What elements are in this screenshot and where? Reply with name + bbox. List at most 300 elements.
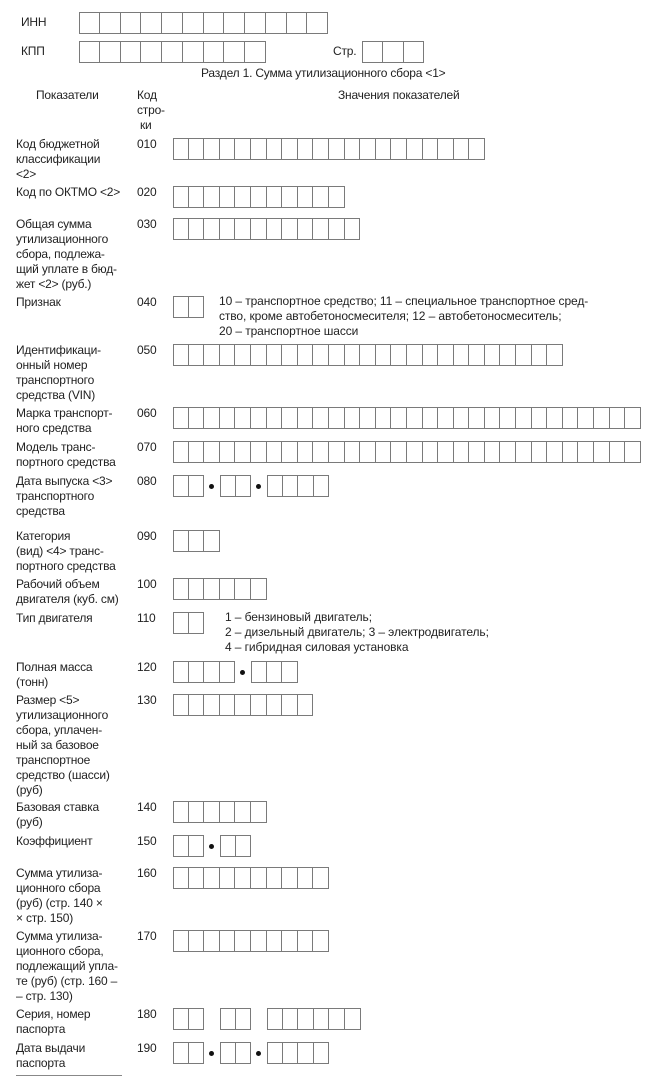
input-cell[interactable] xyxy=(391,138,407,160)
input-cell[interactable] xyxy=(235,578,251,600)
input-cell[interactable] xyxy=(251,930,267,952)
vehicle-category-input[interactable] xyxy=(173,530,220,552)
input-cell[interactable] xyxy=(329,218,345,240)
input-cell[interactable] xyxy=(189,1008,205,1030)
input-cell[interactable] xyxy=(313,218,329,240)
input-cell[interactable] xyxy=(267,218,283,240)
input-cell[interactable] xyxy=(235,930,251,952)
kpp-input[interactable] xyxy=(79,41,266,63)
input-cell[interactable] xyxy=(345,344,361,366)
row-080-code: 080 xyxy=(137,474,157,488)
row-010-label: Код бюджетной классификации <2> xyxy=(16,137,101,181)
input-cell[interactable] xyxy=(532,407,548,429)
base-rate-input[interactable] xyxy=(173,801,267,823)
input-cell[interactable] xyxy=(266,12,287,34)
input-cell[interactable] xyxy=(267,1008,283,1030)
input-cell[interactable] xyxy=(220,867,236,889)
input-cell[interactable] xyxy=(220,186,236,208)
input-cell[interactable] xyxy=(173,296,189,318)
input-cell[interactable] xyxy=(173,475,189,497)
coefficient-fraction-input[interactable] xyxy=(220,835,251,857)
input-cell[interactable] xyxy=(251,661,267,683)
input-cell[interactable] xyxy=(220,138,236,160)
input-cell[interactable] xyxy=(282,186,298,208)
input-cell[interactable] xyxy=(532,441,548,463)
input-cell[interactable] xyxy=(423,344,439,366)
gross-mass-integer-input[interactable] xyxy=(173,661,235,683)
input-cell[interactable] xyxy=(173,218,189,240)
input-cell[interactable] xyxy=(407,441,423,463)
row-060-label: Марка транспорт- ного средства xyxy=(16,406,113,435)
input-cell[interactable] xyxy=(469,407,485,429)
input-cell[interactable] xyxy=(235,186,251,208)
input-cell[interactable] xyxy=(220,930,236,952)
input-cell[interactable] xyxy=(404,41,425,63)
input-cell[interactable] xyxy=(173,441,189,463)
input-cell[interactable] xyxy=(189,612,205,634)
input-cell[interactable] xyxy=(391,441,407,463)
input-cell[interactable] xyxy=(454,138,470,160)
input-cell[interactable] xyxy=(360,344,376,366)
row-160-label: Сумма утилиза- ционного сбора (руб) (стр. 140 × × стр. 150) xyxy=(16,866,103,925)
input-cell[interactable] xyxy=(189,186,205,208)
input-cell[interactable] xyxy=(267,475,283,497)
input-cell[interactable] xyxy=(189,578,205,600)
vehicle-model-input[interactable] xyxy=(173,441,641,463)
engine-type-note: 1 – бензиновый двигатель; 2 – дизельный двигатель; 3 – электродвигатель; 4 – гибридная силовая установка xyxy=(225,610,489,654)
passport-number-input[interactable] xyxy=(267,1008,361,1030)
input-cell[interactable] xyxy=(220,407,236,429)
input-cell[interactable] xyxy=(287,12,308,34)
passport-series-part1-input[interactable] xyxy=(173,1008,204,1030)
input-cell[interactable] xyxy=(391,407,407,429)
input-cell[interactable] xyxy=(267,441,283,463)
input-cell[interactable] xyxy=(220,1042,236,1064)
column-header-code-line1: Код xyxy=(137,88,157,102)
page-label: Стр. xyxy=(333,44,357,58)
input-cell[interactable] xyxy=(189,138,205,160)
input-cell[interactable] xyxy=(235,867,251,889)
input-cell[interactable] xyxy=(251,694,267,716)
input-cell[interactable] xyxy=(236,1008,252,1030)
row-040-code: 040 xyxy=(137,295,157,309)
budget-classification-code-input[interactable] xyxy=(173,138,485,160)
input-cell[interactable] xyxy=(438,441,454,463)
input-cell[interactable] xyxy=(454,407,470,429)
input-cell[interactable] xyxy=(283,1008,299,1030)
input-cell[interactable] xyxy=(345,407,361,429)
vehicle-type-sign-input[interactable] xyxy=(173,296,204,318)
input-cell[interactable] xyxy=(298,930,314,952)
passport-date-month-input[interactable] xyxy=(220,1042,251,1064)
input-cell[interactable] xyxy=(189,801,205,823)
input-cell[interactable] xyxy=(407,138,423,160)
input-cell[interactable] xyxy=(189,1042,205,1064)
input-cell[interactable] xyxy=(204,867,220,889)
release-date-year-input[interactable] xyxy=(267,475,329,497)
oktmo-code-input[interactable] xyxy=(173,186,345,208)
input-cell[interactable] xyxy=(376,407,392,429)
input-cell[interactable] xyxy=(563,407,579,429)
input-cell[interactable] xyxy=(173,612,189,634)
input-cell[interactable] xyxy=(625,407,641,429)
input-cell[interactable] xyxy=(547,407,563,429)
input-cell[interactable] xyxy=(173,138,189,160)
input-cell[interactable] xyxy=(298,475,314,497)
row-030-code: 030 xyxy=(137,217,157,231)
input-cell[interactable] xyxy=(329,407,345,429)
date-separator-dot xyxy=(256,484,261,489)
input-cell[interactable] xyxy=(173,1008,189,1030)
input-cell[interactable] xyxy=(313,407,329,429)
decimal-separator-dot xyxy=(240,670,245,675)
input-cell[interactable] xyxy=(220,1008,236,1030)
input-cell[interactable] xyxy=(376,344,392,366)
vehicle-make-input[interactable] xyxy=(173,407,641,429)
inn-label: ИНН xyxy=(21,15,47,29)
input-cell[interactable] xyxy=(313,344,329,366)
row-070-label: Модель транс- портного средства xyxy=(16,440,116,469)
input-cell[interactable] xyxy=(251,138,267,160)
input-cell[interactable] xyxy=(578,407,594,429)
input-cell[interactable] xyxy=(532,344,548,366)
input-cell[interactable] xyxy=(236,1042,252,1064)
input-cell[interactable] xyxy=(173,407,189,429)
input-cell[interactable] xyxy=(100,12,121,34)
input-cell[interactable] xyxy=(220,661,236,683)
input-cell[interactable] xyxy=(204,138,220,160)
input-cell[interactable] xyxy=(235,344,251,366)
input-cell[interactable] xyxy=(469,344,485,366)
input-cell[interactable] xyxy=(298,694,314,716)
input-cell[interactable] xyxy=(79,12,100,34)
row-110-label: Тип двигателя xyxy=(16,611,93,625)
input-cell[interactable] xyxy=(298,407,314,429)
input-cell[interactable] xyxy=(173,930,189,952)
input-cell[interactable] xyxy=(235,441,251,463)
input-cell[interactable] xyxy=(183,41,204,63)
input-cell[interactable] xyxy=(204,930,220,952)
passport-series-part2-input[interactable] xyxy=(220,1008,251,1030)
row-020-label: Код по ОКТМО <2> xyxy=(16,185,121,199)
input-cell[interactable] xyxy=(298,218,314,240)
input-cell[interactable] xyxy=(282,661,298,683)
date-separator-dot xyxy=(209,1051,214,1056)
input-cell[interactable] xyxy=(469,138,485,160)
input-cell[interactable] xyxy=(204,41,225,63)
input-cell[interactable] xyxy=(189,441,205,463)
column-header-values: Значения показателей xyxy=(338,88,460,102)
input-cell[interactable] xyxy=(220,344,236,366)
input-cell[interactable] xyxy=(189,296,205,318)
input-cell[interactable] xyxy=(189,930,205,952)
input-cell[interactable] xyxy=(235,407,251,429)
input-cell[interactable] xyxy=(204,344,220,366)
input-cell[interactable] xyxy=(267,186,283,208)
input-cell[interactable] xyxy=(485,344,501,366)
passport-date-year-input[interactable] xyxy=(267,1042,329,1064)
input-cell[interactable] xyxy=(362,41,383,63)
input-cell[interactable] xyxy=(236,835,252,857)
inn-input[interactable] xyxy=(79,12,328,34)
input-cell[interactable] xyxy=(423,407,439,429)
input-cell[interactable] xyxy=(516,407,532,429)
input-cell[interactable] xyxy=(500,344,516,366)
input-cell[interactable] xyxy=(235,694,251,716)
input-cell[interactable] xyxy=(391,344,407,366)
input-cell[interactable] xyxy=(183,12,204,34)
input-cell[interactable] xyxy=(360,407,376,429)
input-cell[interactable] xyxy=(298,1042,314,1064)
section-title: Раздел 1. Сумма утилизационного сбора <1> xyxy=(201,66,446,80)
input-cell[interactable] xyxy=(329,344,345,366)
input-cell[interactable] xyxy=(282,930,298,952)
input-cell[interactable] xyxy=(204,578,220,600)
input-cell[interactable] xyxy=(625,441,641,463)
input-cell[interactable] xyxy=(204,218,220,240)
input-cell[interactable] xyxy=(204,661,220,683)
gross-mass-fraction-input[interactable] xyxy=(251,661,298,683)
input-cell[interactable] xyxy=(313,186,329,208)
input-cell[interactable] xyxy=(454,344,470,366)
input-cell[interactable] xyxy=(282,138,298,160)
input-cell[interactable] xyxy=(313,138,329,160)
input-cell[interactable] xyxy=(610,407,626,429)
input-cell[interactable] xyxy=(282,407,298,429)
row-020-code: 020 xyxy=(137,185,157,199)
input-cell[interactable] xyxy=(267,407,283,429)
release-date-month-input[interactable] xyxy=(220,475,251,497)
input-cell[interactable] xyxy=(610,441,626,463)
row-170-label: Сумма утилиза- ционного сбора, подлежащий упла- те (руб) (стр. 160 – – стр. 130) xyxy=(16,929,118,1003)
input-cell[interactable] xyxy=(235,138,251,160)
input-cell[interactable] xyxy=(245,41,266,63)
release-date-day-input[interactable] xyxy=(173,475,204,497)
input-cell[interactable] xyxy=(173,661,189,683)
input-cell[interactable] xyxy=(298,1008,314,1030)
input-cell[interactable] xyxy=(220,475,236,497)
input-cell[interactable] xyxy=(314,1042,330,1064)
input-cell[interactable] xyxy=(100,41,121,63)
input-cell[interactable] xyxy=(251,407,267,429)
fee-amount-input[interactable] xyxy=(173,867,329,889)
row-120-label: Полная масса (тонн) xyxy=(16,660,93,689)
input-cell[interactable] xyxy=(298,441,314,463)
input-cell[interactable] xyxy=(204,12,225,34)
input-cell[interactable] xyxy=(407,407,423,429)
input-cell[interactable] xyxy=(594,407,610,429)
input-cell[interactable] xyxy=(282,218,298,240)
input-cell[interactable] xyxy=(329,1008,345,1030)
row-140-code: 140 xyxy=(137,800,157,814)
row-060-code: 060 xyxy=(137,406,157,420)
input-cell[interactable] xyxy=(283,475,299,497)
input-cell[interactable] xyxy=(516,441,532,463)
input-cell[interactable] xyxy=(578,441,594,463)
input-cell[interactable] xyxy=(454,441,470,463)
input-cell[interactable] xyxy=(314,1008,330,1030)
input-cell[interactable] xyxy=(204,186,220,208)
input-cell[interactable] xyxy=(251,801,267,823)
input-cell[interactable] xyxy=(438,344,454,366)
input-cell[interactable] xyxy=(189,407,205,429)
input-cell[interactable] xyxy=(345,441,361,463)
input-cell[interactable] xyxy=(204,801,220,823)
input-cell[interactable] xyxy=(267,930,283,952)
input-cell[interactable] xyxy=(121,41,142,63)
input-cell[interactable] xyxy=(329,186,345,208)
input-cell[interactable] xyxy=(173,835,189,857)
input-cell[interactable] xyxy=(500,407,516,429)
row-150-code: 150 xyxy=(137,834,157,848)
input-cell[interactable] xyxy=(251,867,267,889)
input-cell[interactable] xyxy=(173,1042,189,1064)
input-cell[interactable] xyxy=(423,138,439,160)
input-cell[interactable] xyxy=(360,441,376,463)
input-cell[interactable] xyxy=(282,694,298,716)
passport-date-day-input[interactable] xyxy=(173,1042,204,1064)
input-cell[interactable] xyxy=(594,441,610,463)
input-cell[interactable] xyxy=(251,344,267,366)
row-140-label: Базовая ставка (руб) xyxy=(16,800,99,829)
input-cell[interactable] xyxy=(282,867,298,889)
input-cell[interactable] xyxy=(298,138,314,160)
input-cell[interactable] xyxy=(282,344,298,366)
input-cell[interactable] xyxy=(383,41,404,63)
input-cell[interactable] xyxy=(235,801,251,823)
column-header-code xyxy=(137,88,165,133)
row-090-code: 090 xyxy=(137,529,157,543)
input-cell[interactable] xyxy=(189,475,205,497)
base-vehicle-fee-input[interactable] xyxy=(173,694,313,716)
input-cell[interactable] xyxy=(360,138,376,160)
input-cell[interactable] xyxy=(307,12,328,34)
input-cell[interactable] xyxy=(423,441,439,463)
input-cell[interactable] xyxy=(189,835,205,857)
engine-type-input[interactable] xyxy=(173,612,204,634)
fee-payable-input[interactable] xyxy=(173,930,329,952)
engine-displacement-input[interactable] xyxy=(173,578,267,600)
input-cell[interactable] xyxy=(204,694,220,716)
row-050-code: 050 xyxy=(137,343,157,357)
input-cell[interactable] xyxy=(267,661,283,683)
input-cell[interactable] xyxy=(204,441,220,463)
input-cell[interactable] xyxy=(189,867,205,889)
input-cell[interactable] xyxy=(79,41,100,63)
input-cell[interactable] xyxy=(251,578,267,600)
total-fee-amount-input[interactable] xyxy=(173,218,360,240)
input-cell[interactable] xyxy=(189,344,205,366)
input-cell[interactable] xyxy=(224,12,245,34)
input-cell[interactable] xyxy=(329,441,345,463)
input-cell[interactable] xyxy=(516,344,532,366)
input-cell[interactable] xyxy=(298,867,314,889)
input-cell[interactable] xyxy=(345,138,361,160)
input-cell[interactable] xyxy=(298,344,314,366)
input-cell[interactable] xyxy=(173,801,189,823)
column-header-indicators: Показатели xyxy=(36,88,99,102)
input-cell[interactable] xyxy=(313,867,329,889)
input-cell[interactable] xyxy=(121,12,142,34)
input-cell[interactable] xyxy=(173,186,189,208)
input-cell[interactable] xyxy=(220,578,236,600)
input-cell[interactable] xyxy=(189,530,205,552)
input-cell[interactable] xyxy=(298,186,314,208)
input-cell[interactable] xyxy=(283,1042,299,1064)
input-cell[interactable] xyxy=(314,475,330,497)
input-cell[interactable] xyxy=(173,694,189,716)
input-cell[interactable] xyxy=(189,661,205,683)
input-cell[interactable] xyxy=(235,218,251,240)
input-cell[interactable] xyxy=(220,441,236,463)
input-cell[interactable] xyxy=(485,441,501,463)
input-cell[interactable] xyxy=(500,441,516,463)
row-070-code: 070 xyxy=(137,440,157,454)
input-cell[interactable] xyxy=(141,12,162,34)
input-cell[interactable] xyxy=(282,441,298,463)
input-cell[interactable] xyxy=(189,694,205,716)
input-cell[interactable] xyxy=(251,186,267,208)
input-cell[interactable] xyxy=(345,1008,361,1030)
input-cell[interactable] xyxy=(141,41,162,63)
input-cell[interactable] xyxy=(407,344,423,366)
input-cell[interactable] xyxy=(224,41,245,63)
input-cell[interactable] xyxy=(220,801,236,823)
input-cell[interactable] xyxy=(376,138,392,160)
input-cell[interactable] xyxy=(313,441,329,463)
row-190-label: Дата выдачи паспорта xyxy=(16,1041,86,1070)
input-cell[interactable] xyxy=(438,138,454,160)
input-cell[interactable] xyxy=(204,407,220,429)
input-cell[interactable] xyxy=(563,441,579,463)
input-cell[interactable] xyxy=(267,867,283,889)
input-cell[interactable] xyxy=(245,12,266,34)
input-cell[interactable] xyxy=(251,218,267,240)
input-cell[interactable] xyxy=(547,441,563,463)
input-cell[interactable] xyxy=(251,441,267,463)
vin-input[interactable] xyxy=(173,344,563,366)
input-cell[interactable] xyxy=(329,138,345,160)
input-cell[interactable] xyxy=(173,344,189,366)
coefficient-integer-input[interactable] xyxy=(173,835,204,857)
input-cell[interactable] xyxy=(313,930,329,952)
input-cell[interactable] xyxy=(485,407,501,429)
input-cell[interactable] xyxy=(162,41,183,63)
input-cell[interactable] xyxy=(204,530,220,552)
input-cell[interactable] xyxy=(345,218,361,240)
input-cell[interactable] xyxy=(220,218,236,240)
page-number-input[interactable] xyxy=(362,41,424,63)
row-010-code: 010 xyxy=(137,137,157,151)
input-cell[interactable] xyxy=(236,475,252,497)
input-cell[interactable] xyxy=(267,1042,283,1064)
input-cell[interactable] xyxy=(173,578,189,600)
input-cell[interactable] xyxy=(173,867,189,889)
input-cell[interactable] xyxy=(189,218,205,240)
input-cell[interactable] xyxy=(376,441,392,463)
input-cell[interactable] xyxy=(547,344,563,366)
input-cell[interactable] xyxy=(220,835,236,857)
input-cell[interactable] xyxy=(438,407,454,429)
input-cell[interactable] xyxy=(469,441,485,463)
input-cell[interactable] xyxy=(173,530,189,552)
input-cell[interactable] xyxy=(267,694,283,716)
input-cell[interactable] xyxy=(162,12,183,34)
input-cell[interactable] xyxy=(220,694,236,716)
column-header-code-line2: стро- xyxy=(137,103,165,117)
input-cell[interactable] xyxy=(267,344,283,366)
input-cell[interactable] xyxy=(267,138,283,160)
